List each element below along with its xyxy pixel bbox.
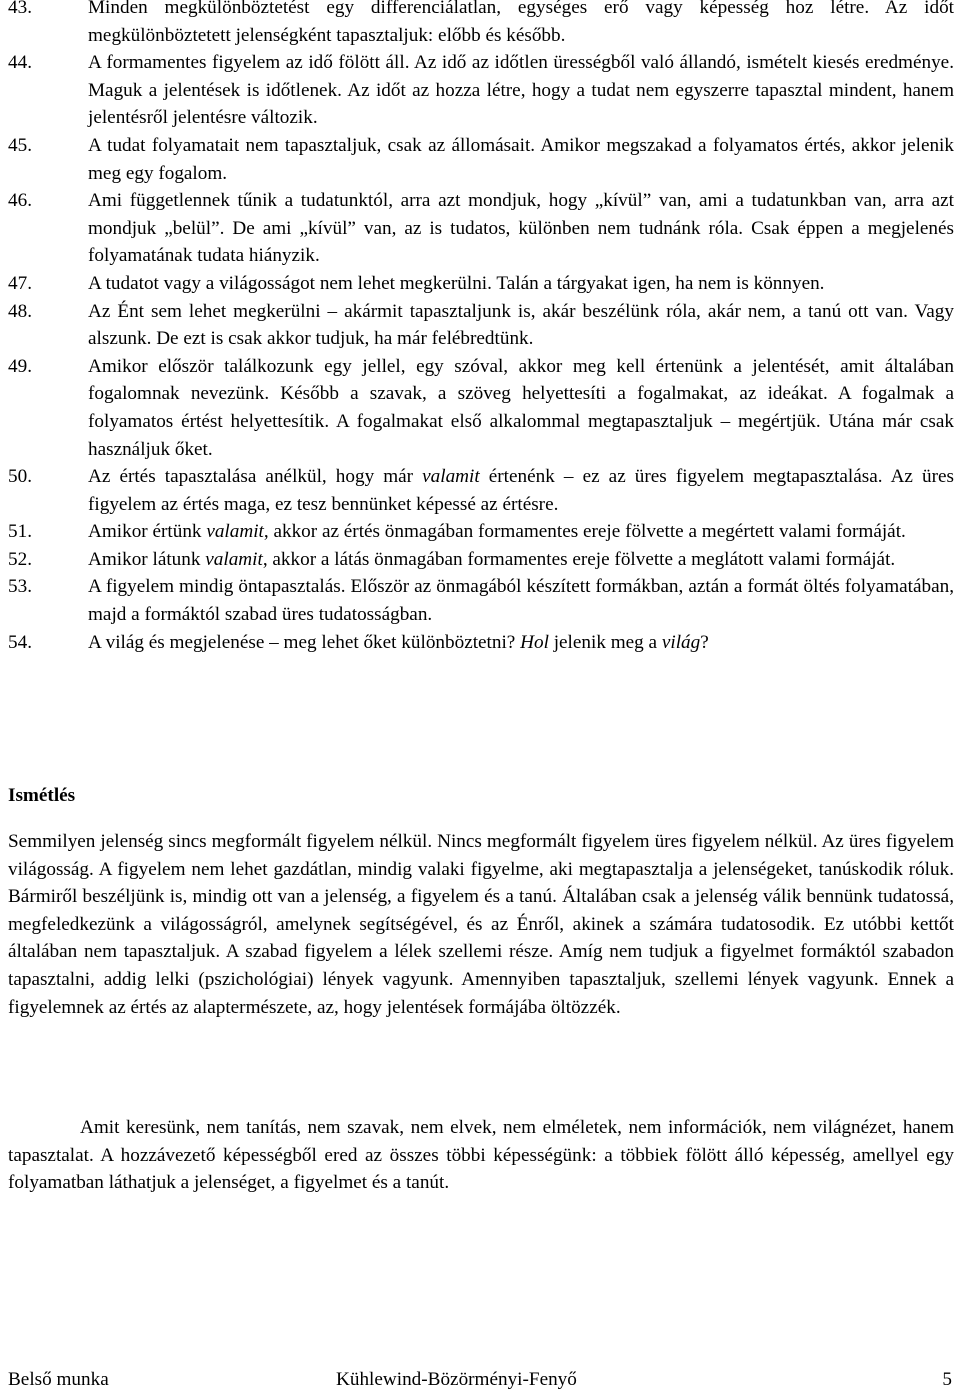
- item-number: 53.: [8, 576, 32, 598]
- item-text-emphasis: valamit: [205, 548, 263, 570]
- body-paragraph: Semmilyen jelenség sincs megformált figyelem nélkül. Nincs megformált figyelem üres figyelem nélkül. Az üres figyelem világosság. A figyelem nem lehet gazdátlan, mindig valaki figyelme, aki megtapasztalja a jelenségeket, tanúskodik róluk. Bármiről beszéljünk is, mindig ott van a jelenség, a figyelem és a tanú. Általában csak a jelenség válik bennünk tudatossá, megfeledkezünk a világosságról, amelynek segítségével, és az Énről, akinek a számára tudatosodik. Ez utóbbi kettőt általában nem tapasztaljuk. A szabad figyelem a lélek szellemi része. Amíg nem tudjuk a figyelmet formáktól szabadon tapasztalni, addig lelki (pszichológiai) lények vagyunk. Amennyiben tapasztaljuk, szellemi lények vagyunk. Ennek a figyelemnek az értés az alaptermészete, az, hogy jelentések formájába öltözzék.: [8, 831, 954, 1018]
- list-item: [8, 518, 954, 546]
- item-number: 51.: [8, 521, 32, 543]
- item-number: 44.: [8, 52, 32, 74]
- list-item: [8, 49, 954, 132]
- list-item: [8, 546, 954, 574]
- numbered-list: [8, 0, 954, 656]
- item-text: Az Ént sem lehet megkerülni – akármit tapasztaljunk is, akár beszélünk róla, akár nem, a tanú ott van. Vagy alszunk. De ezt is csak akkor tudjuk, ha már felébredtünk.: [88, 300, 954, 350]
- page-footer: [0, 1366, 960, 1390]
- item-text-emphasis: Hol: [520, 631, 549, 653]
- item-text-end: ?: [700, 631, 709, 653]
- list-item: [8, 353, 954, 463]
- section-heading: Ismétlés: [8, 785, 76, 806]
- item-text: Amikor először találkozunk egy jellel, egy szóval, akkor meg kell értenünk a jelentését, amit általában fogalomnak nevezünk. Később a szavak, a szöveg helyettesíti a fogalmakat, az ideákat. A fogalmak a folyamatos értést helyettesítik. A fogalmakat első alkalommal megtapasztaljuk – megértjük. Utána már csak használjuk őket.: [88, 355, 954, 460]
- item-text-end: , akkor a látás önmagában formamentes ereje fölvette a meglátott valami formáját.: [262, 548, 896, 570]
- list-item: [8, 298, 954, 353]
- item-text: A figyelem mindig öntapasztalás. Először az önmagából készített formákban, aztán a formát öltés folyamatában, majd a formáktól szabad üres tudatosságban.: [88, 576, 954, 626]
- item-text: [88, 518, 954, 546]
- item-text: A formamentes figyelem az idő fölött áll. Az idő az időtlen ürességből való állandó, ismételt kiesés eredménye. Maguk a jelentések is időtlenek. Az időt az hozza létre, hogy a tudat nem egyszerre tapasztal mindent, hanem jelentésről jelentésre változik.: [88, 52, 954, 129]
- list-item: [8, 573, 954, 628]
- footer-authors: Kühlewind-Bözörményi-Fenyő: [336, 1369, 577, 1390]
- item-number: 46.: [8, 190, 32, 212]
- item-text-emphasis: valamit: [206, 521, 264, 543]
- item-text: [88, 463, 954, 518]
- item-number: 54.: [8, 631, 32, 653]
- list-item: [8, 132, 954, 187]
- item-number: 49.: [8, 355, 32, 377]
- item-text-start: Amikor látunk: [88, 548, 206, 570]
- body-paragraph: Amit keresünk, nem tanítás, nem szavak, nem elvek, nem elméletek, nem információk, nem világnézet, hanem tapasztalat. A hozzávezető képességből ered az összes többi képességünk: a többiek fölött álló képesség, amellyel egy folyamatban láthatjuk a jelenséget, a figyelmet és a tanút.: [8, 1117, 954, 1194]
- item-text-start: Amikor értünk: [88, 521, 207, 543]
- item-number: 48.: [8, 300, 32, 322]
- list-item: [8, 187, 954, 270]
- item-number: 43.: [8, 0, 32, 18]
- item-text-start: Az értés tapasztalása anélkül, hogy már: [88, 466, 423, 488]
- item-number: 50.: [8, 466, 32, 488]
- page-number: 5: [942, 1369, 952, 1390]
- item-text-end: értenénk – ez az üres figyelem megtapasztalása. Az üres figyelem az értés maga, ez tesz bennünket képessé az értésre.: [88, 466, 954, 515]
- item-text: Ami függetlennek tűnik a tudatunktól, arra azt mondjuk, hogy „kívül” van, ami a tudatunkban van, arra azt mondjuk „belül”. De ami „kívül” van, az is tudatos, különben nem tudnánk róla. Csak éppen a megjelenés folyamatának tudata hiányzik.: [88, 190, 954, 267]
- item-text: A tudat folyamatait nem tapasztaljuk, csak az állomásait. Amikor megszakad a folyamatos értés, akkor jelenik meg egy fogalom.: [88, 134, 954, 184]
- item-text-end: , akkor az értés önmagában formamentes ereje fölvette a megértett valami formáját.: [263, 521, 906, 543]
- item-text: [88, 629, 954, 657]
- item-number: 47.: [8, 272, 32, 294]
- item-text-start: A világ és megjelenése – meg lehet őket különböztetni?: [88, 631, 521, 653]
- item-text: [88, 546, 954, 574]
- list-item: [8, 463, 954, 518]
- item-text-emphasis: valamit: [422, 466, 480, 488]
- list-item: [8, 0, 954, 49]
- item-text-emphasis-2: világ: [661, 631, 701, 653]
- list-item: [8, 629, 954, 657]
- list-item: [8, 270, 954, 298]
- item-text-middle: jelenik meg a: [548, 631, 662, 653]
- item-number: 52.: [8, 548, 32, 570]
- item-text: Minden megkülönböztetést egy differenciálatlan, egységes erő vagy képesség hoz létre. Az időt megkülönböztetett jelenségként tapasztaljuk: előbb és később.: [88, 0, 954, 46]
- item-text: A tudatot vagy a világosságot nem lehet megkerülni. Talán a tárgyakat igen, ha nem is könnyen.: [88, 272, 825, 294]
- footer-left-title: Belső munka: [8, 1369, 109, 1390]
- item-number: 45.: [8, 134, 32, 156]
